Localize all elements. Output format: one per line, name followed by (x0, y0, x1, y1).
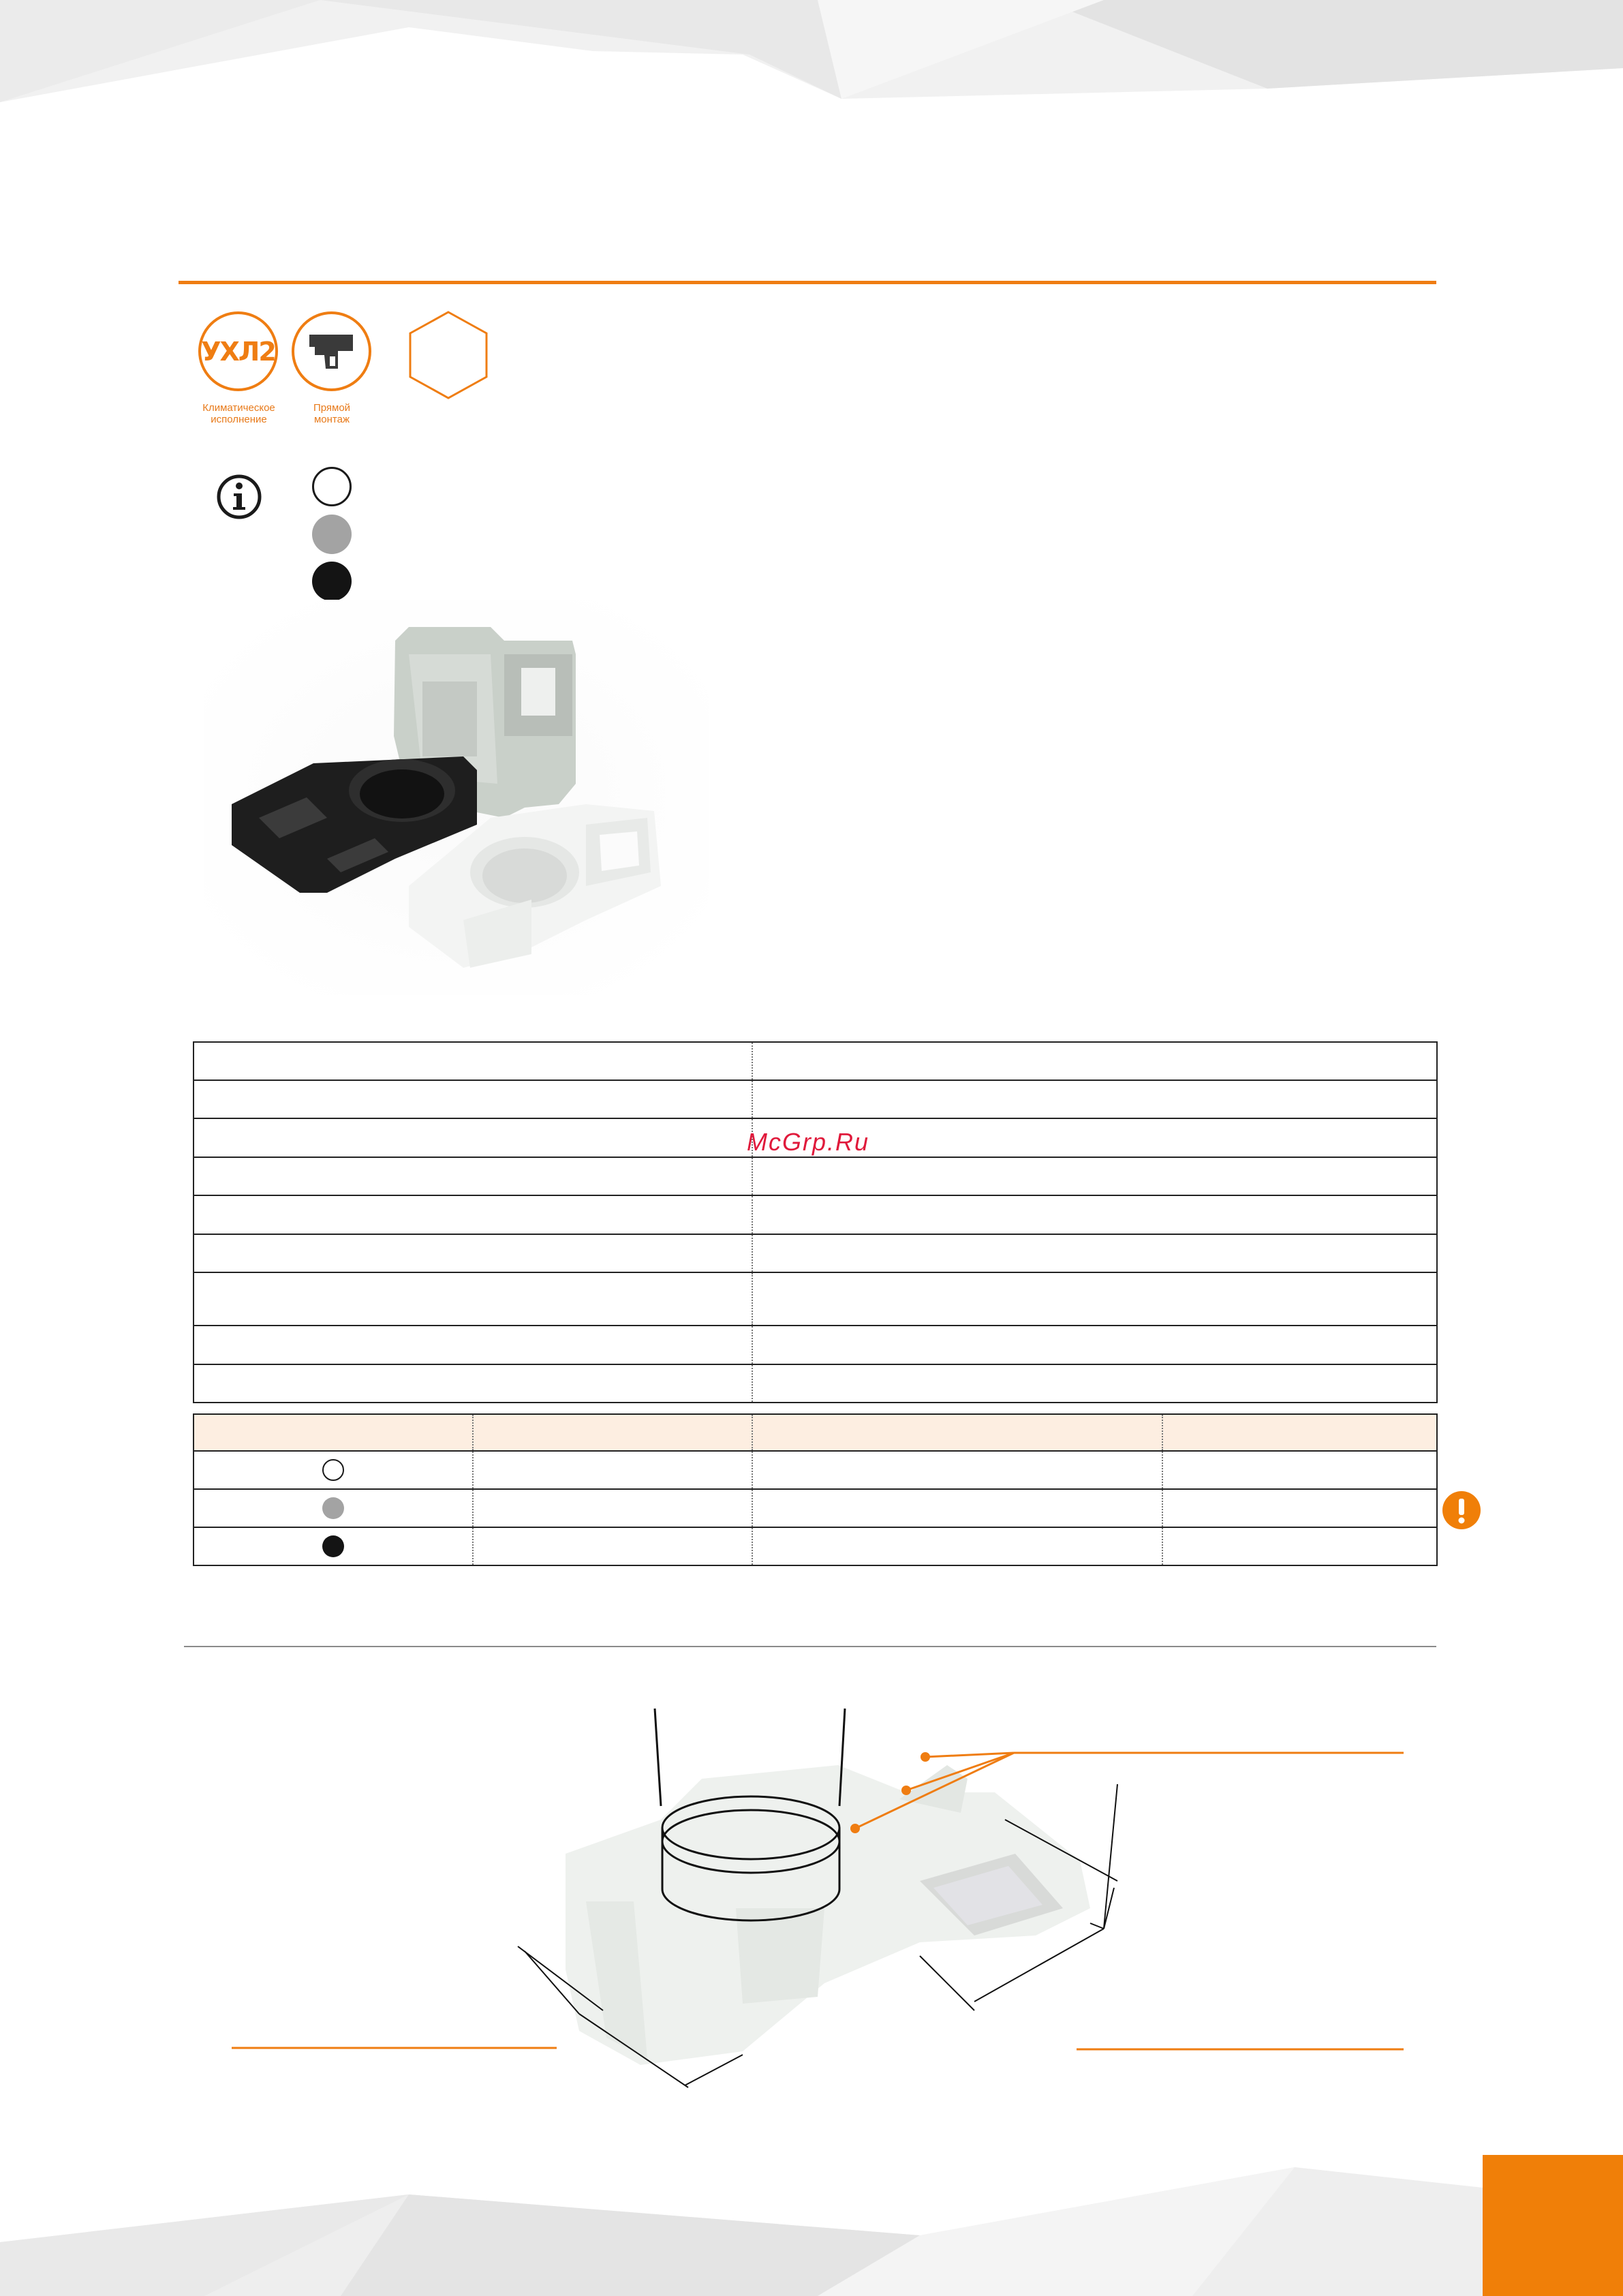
warning-icon (1441, 1490, 1482, 1531)
table-row (194, 1042, 1437, 1080)
page-corner-tab (1483, 2155, 1623, 2296)
swatch-white (312, 467, 352, 506)
table-row (194, 1157, 1437, 1195)
table-row (194, 1080, 1437, 1118)
table-row (194, 1527, 1437, 1565)
swatch-black (312, 562, 352, 601)
climate-badge-label: УХЛ2 (201, 336, 275, 367)
climate-badge (198, 311, 278, 391)
climate-caption-line1: Климатическое (202, 402, 275, 414)
section-divider (184, 1646, 1436, 1647)
climate-caption-line2: исполнение (211, 414, 267, 425)
hexagon-badge (407, 309, 489, 401)
row-swatch-grey (322, 1497, 344, 1519)
color-table-header (194, 1414, 1437, 1451)
table-row (194, 1451, 1437, 1489)
top-rule (179, 281, 1436, 284)
nail-gun-icon (294, 314, 369, 388)
table-row (194, 1234, 1437, 1272)
table-row (194, 1489, 1437, 1527)
mount-caption (284, 402, 380, 425)
color-table (193, 1413, 1438, 1566)
mount-caption-line2: монтаж (313, 414, 350, 425)
product-image (204, 600, 709, 995)
table-row (194, 1195, 1437, 1234)
table-row (194, 1272, 1437, 1326)
spec-table (193, 1041, 1438, 1403)
footer-decoration (0, 2160, 1623, 2296)
mount-badge (292, 311, 371, 391)
mount-caption-line1: Прямой (313, 402, 351, 414)
swatch-grey (312, 515, 352, 554)
table-row (194, 1326, 1437, 1364)
header-decoration (0, 0, 1623, 102)
table-row (194, 1364, 1437, 1403)
dimension-drawing (225, 1683, 1424, 2106)
row-swatch-white (322, 1459, 344, 1481)
row-swatch-black (322, 1535, 344, 1557)
climate-caption (183, 402, 295, 425)
watermark: McGrp.Ru (747, 1128, 870, 1156)
info-icon (215, 473, 263, 521)
